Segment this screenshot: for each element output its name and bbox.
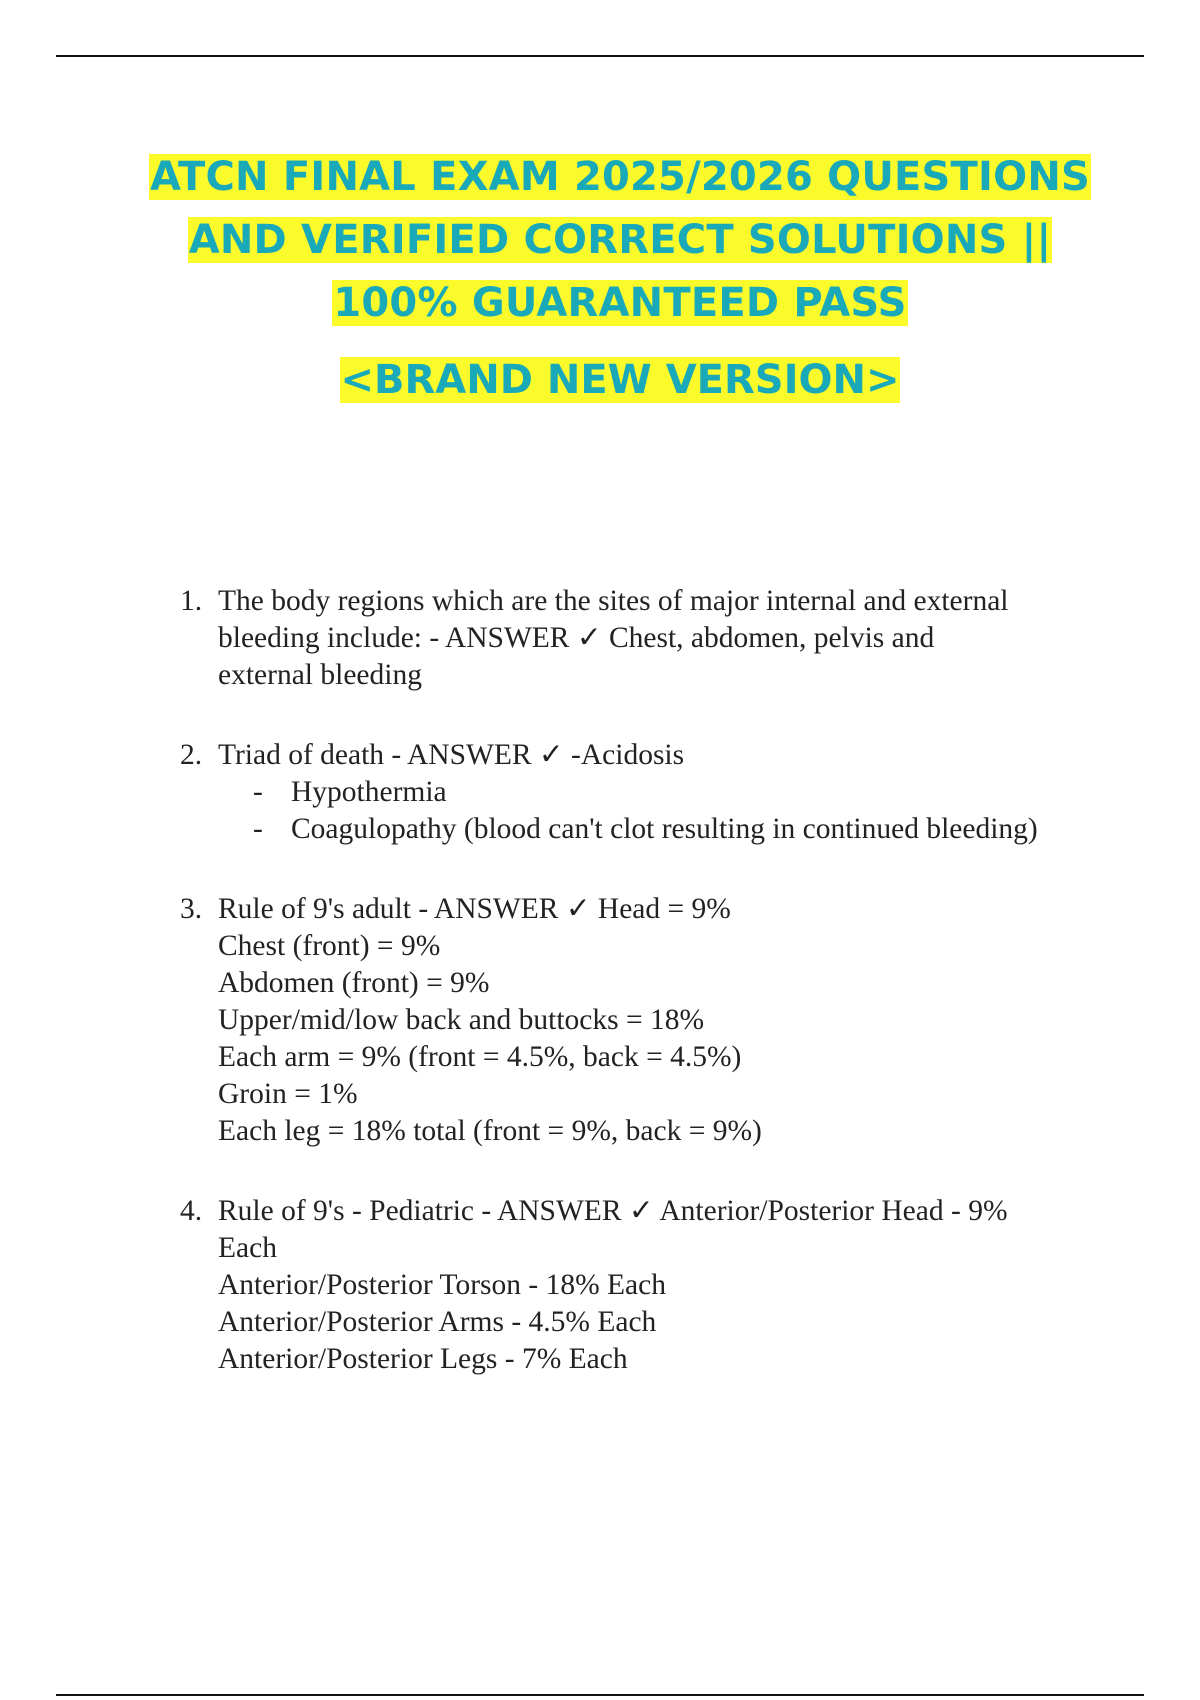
document-title bbox=[100, 146, 1140, 409]
answer-line: Each arm = 9% (front = 4.5%, back = 4.5%) bbox=[218, 1041, 742, 1073]
title-line-2: AND VERIFIED CORRECT SOLUTIONS || bbox=[188, 217, 1052, 263]
question-item-4 bbox=[180, 1193, 1100, 1378]
title-line-1: ATCN FINAL EXAM 2025/2026 QUESTIONS bbox=[149, 154, 1091, 200]
bullet-text: Hypothermia bbox=[291, 776, 447, 808]
answer-bullet bbox=[218, 811, 1100, 848]
answer-bullet-list bbox=[218, 774, 1100, 848]
answer-line: Anterior/Posterior Torson - 18% Each bbox=[218, 1269, 666, 1301]
question-item-1 bbox=[180, 583, 1100, 694]
answer-line: Each leg = 18% total (front = 9%, back = 9%) bbox=[218, 1115, 762, 1147]
question-text: The body regions which are the sites of major internal and external bbox=[218, 585, 1009, 617]
answer-bullet bbox=[218, 774, 1100, 811]
answer-line: Upper/mid/low back and buttocks = 18% bbox=[218, 1004, 705, 1036]
question-number: 4. bbox=[180, 1195, 203, 1227]
answer-line: Each bbox=[218, 1232, 277, 1264]
top-rule bbox=[56, 55, 1144, 57]
question-text: Rule of 9's - Pediatric - ANSWER ✓ Anterior/Posterior Head - 9% bbox=[218, 1195, 1008, 1227]
answer-line: Anterior/Posterior Legs - 7% Each bbox=[218, 1343, 628, 1375]
question-item-3 bbox=[180, 891, 1100, 1150]
bullet-text: Coagulopathy (blood can't clot resulting in continued bleeding) bbox=[291, 813, 1038, 845]
dash-marker: - bbox=[253, 813, 263, 845]
answer-line: Abdomen (front) = 9% bbox=[218, 967, 490, 999]
question-text: external bleeding bbox=[218, 659, 422, 691]
answer-line: Groin = 1% bbox=[218, 1078, 358, 1110]
question-text: Rule of 9's adult - ANSWER ✓ Head = 9% bbox=[218, 893, 731, 925]
answer-line: Anterior/Posterior Arms - 4.5% Each bbox=[218, 1306, 657, 1338]
question-number: 1. bbox=[180, 585, 203, 617]
version-tag: <BRAND NEW VERSION> bbox=[340, 357, 900, 403]
question-text: bleeding include: - ANSWER ✓ Chest, abdomen, pelvis and bbox=[218, 622, 935, 654]
dash-marker: - bbox=[253, 776, 263, 808]
question-text: Triad of death - ANSWER ✓ -Acidosis bbox=[218, 739, 685, 771]
title-line-3: 100% GUARANTEED PASS bbox=[333, 280, 907, 326]
bottom-rule bbox=[56, 1694, 1144, 1696]
answer-line: Chest (front) = 9% bbox=[218, 930, 441, 962]
question-item-2 bbox=[180, 737, 1100, 848]
question-number: 2. bbox=[180, 739, 203, 771]
question-number: 3. bbox=[180, 893, 203, 925]
question-list bbox=[180, 583, 1100, 1421]
